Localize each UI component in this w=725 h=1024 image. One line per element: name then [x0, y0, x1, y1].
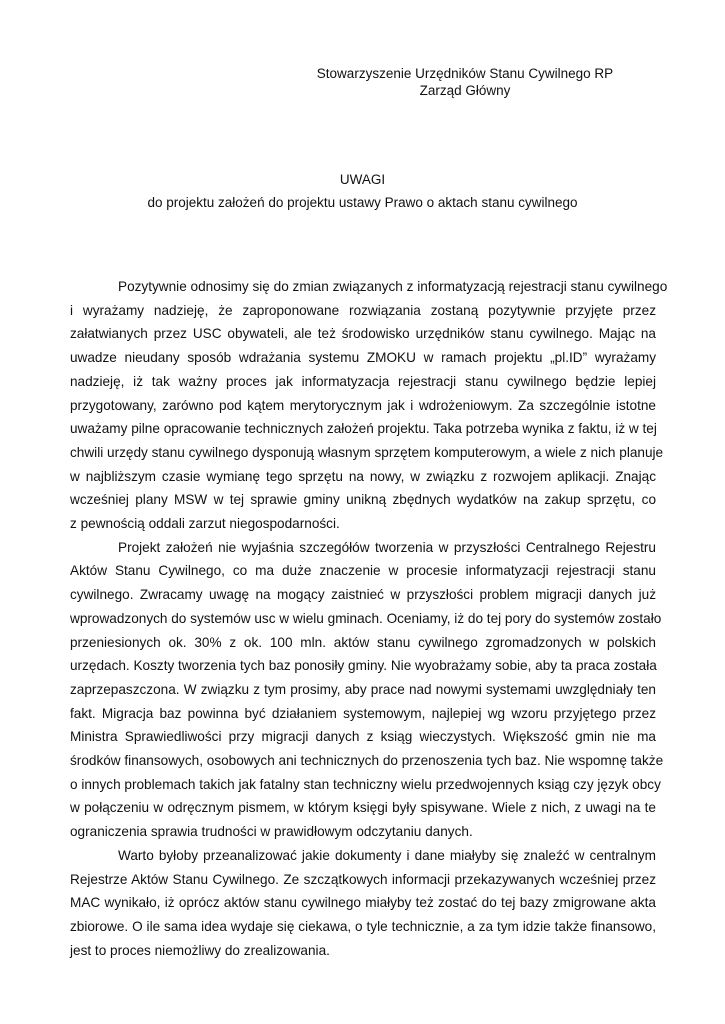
paragraph-line: przygotowany, zarówno pod kątem merytorycznym jak i wdrożeniowym. Za szczególnie istotne	[70, 397, 656, 413]
title-subheading: do projektu założeń do projektu ustawy Prawo o aktach stanu cywilnego	[147, 195, 578, 210]
title-heading: UWAGI	[339, 172, 386, 187]
document-title	[70, 168, 655, 214]
paragraph-line: cywilnego. Zwracamy uwagę na mogący zaistnieć w przyszłości problem migracji danych już	[70, 587, 656, 603]
paragraph-line: MAC wynikało, iż oprócz aktów stanu cywilnego miałyby też zostać do tej bazy zmigrowane akta	[70, 895, 656, 911]
paragraph-line: z pewnością oddali zarzut niegospodarności.	[70, 516, 340, 532]
paragraph-line: uważamy pilne opracowanie technicznych założeń projektu. Taka potrzeba wynika z faktu, iż w tej	[70, 421, 657, 437]
paragraph-line: Ministra Sprawiedliwości przy migracji danych z ksiąg wieczystych. Większość gmin nie ma	[70, 729, 656, 745]
paragraph-line: uwadze nieudany sposób wdrażania systemu ZMOKU w ramach projektu „pl.ID” wyrażamy	[70, 350, 656, 366]
paragraph-line: fakt. Migracja baz powinna być działaniem systemowym, najlepiej wg wzoru przyjętego przez	[70, 705, 656, 721]
paragraph-line: wcześniej plany MSW w tej sprawie gminy unikną zbędnych wydatków na zakup sprzętu, co	[70, 492, 656, 508]
paragraph-line: jest to proces niemożliwy do zrealizowania.	[70, 942, 330, 958]
paragraph-line: Projekt założeń nie wyjaśnia szczegółów tworzenia w przyszłości Centralnego Rejestru	[118, 539, 656, 555]
paragraph-1	[70, 275, 668, 536]
paragraph-line: ograniczenia sprawia trudności w prawidłowym odczytaniu danych.	[70, 824, 473, 840]
paragraph-3	[70, 844, 656, 963]
organization-name: Stowarzyszenie Urzędników Stanu Cywilnego RP	[316, 66, 614, 81]
paragraph-2	[70, 536, 664, 844]
paragraph-line: w najbliższym czasie wymianę tego sprzętu na nowy, w związku z rozwojem aplikacji. Znając	[70, 468, 656, 484]
paragraph-line: przeniesionych ok. 30% z ok. 100 mln. aktów stanu cywilnego zgromadzonych w polskich	[70, 634, 656, 650]
paragraph-line: urzędach. Koszty tworzenia tych baz ponosiły gminy. Nie wyobrażamy sobie, aby ta praca została	[70, 658, 657, 674]
paragraph-line: Pozytywnie odnosimy się do zmian związanych z informatyzacją rejestracji stanu cywilnego	[118, 279, 668, 294]
letterhead	[300, 65, 630, 99]
paragraph-line: zaprzepaszczona. W związku z tym prosimy, aby prace nad nowymi systemami uwzględniały ten	[70, 681, 656, 697]
document-body	[70, 275, 668, 962]
paragraph-line: środków finansowych, osobowych ani technicznych do przenoszenia tych baz. Nie wspomnę także	[70, 753, 664, 769]
paragraph-line: Rejestrze Aktów Stanu Cywilnego. Ze szczątkowych informacji przekazywanych wcześniej przez	[70, 871, 656, 887]
paragraph-line: załatwianych przez USC obywateli, ale też środowisko urzędników stanu cywilnego. Mając na	[70, 326, 656, 342]
paragraph-line: w połączeniu w odręcznym pismem, w którym księgi były spisywane. Wiele z nich, z uwagi na te	[70, 800, 656, 816]
paragraph-line: wprowadzonych do systemów usc w wielu gminach. Oceniamy, iż do tej pory do systemów zostało	[70, 610, 662, 626]
paragraph-line: o innych problemach takich jak fatalny stan techniczny wielu przedwojennych ksiąg czy język obcy	[70, 776, 661, 792]
paragraph-line: chwili urzędy stanu cywilnego dysponują własnym sprzętem komputerowym, a wiele z nich planuje	[70, 444, 664, 460]
paragraph-line: nadzieję, iż tak ważny proces jak informatyzacja rejestracji stanu cywilnego będzie lepiej	[70, 373, 656, 389]
board-name: Zarząd Główny	[419, 83, 511, 98]
paragraph-line: Aktów Stanu Cywilnego, co ma duże znaczenie w procesie informatyzacji rejestracji stanu	[70, 563, 656, 579]
paragraph-line: Warto byłoby przeanalizować jakie dokumenty i dane miałyby się znaleźć w centralnym	[118, 847, 656, 863]
paragraph-line: zbiorowe. O ile sama idea wydaje się ciekawa, o tyle technicznie, a za tym idzie także finansowo,	[70, 918, 656, 934]
paragraph-line: i wyrażamy nadzieję, że zaproponowane rozwiązania zostaną pozytywnie przyjęte przez	[70, 302, 656, 318]
